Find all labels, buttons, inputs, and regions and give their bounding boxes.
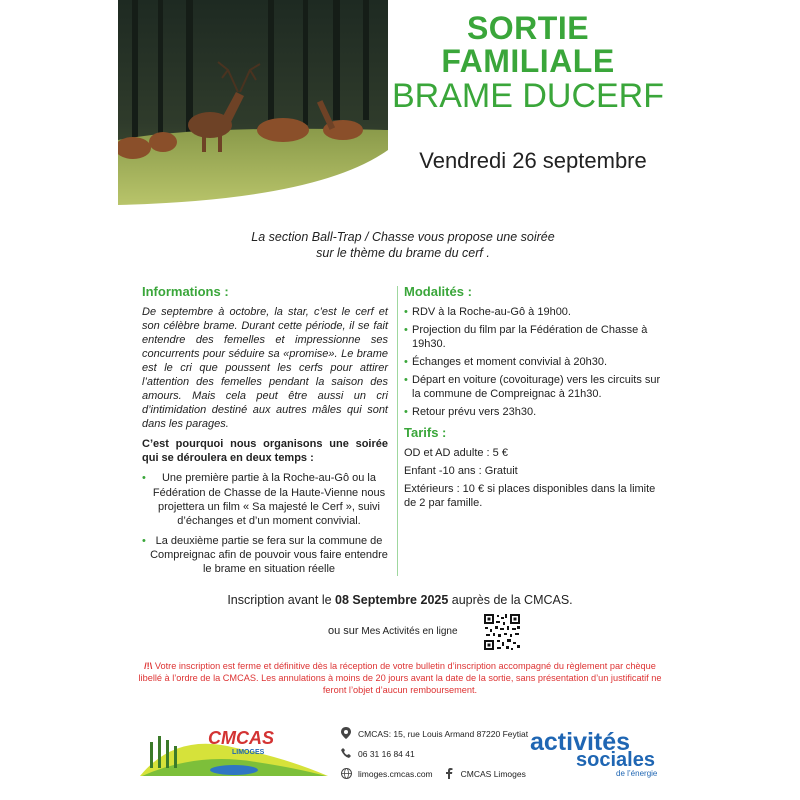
tarif-external: Extérieurs : 10 € si places disponibles dans la limite de 2 par famille.: [404, 482, 656, 510]
warning-text: Votre inscription est ferme et définitive dès la réception de votre bulletin d’inscription accompagné du règlement par chèque libellé à l’ordre de la CMCAS. Les annulations à moins de 20 jours avant la date de la sortie, sans présentation d’un justificatif ne feront l’objet d’aucun remboursement.: [138, 661, 662, 695]
warning-icon: /!\: [144, 661, 153, 671]
qr-code[interactable]: [482, 612, 522, 652]
as-logo-line-2: sociales: [576, 749, 655, 771]
phone-text: 06 31 16 84 41: [358, 749, 415, 759]
contact-block: [340, 724, 528, 784]
modalites-item-4: • Départ en voiture (covoiturage) vers les circuits sur la commune de Compreignac à 21h30.: [404, 373, 664, 401]
modalites-title: Modalités :: [404, 284, 472, 299]
modalites-item-5: • Retour prévu vers 23h30.: [404, 405, 664, 419]
informations-bullet-2: • La deuxième partie se fera sur la commune de Compreignac afin de pouvoir vous faire entendre le brame en situation réelle: [142, 534, 388, 576]
online-link[interactable]: Mes Activités en ligne: [361, 626, 458, 637]
address-text: CMCAS: 15, rue Louis Armand 87220 Feytiat: [358, 729, 529, 739]
title-line-3: BRAME DUCERF: [391, 77, 665, 115]
informations-bullet-1: • Une première partie à la Roche-au-Gô ou la Fédération de Chasse de la Haute-Vienne nous projettera un film « Sa majesté le Cerf », suivi d’échanges et d’un moment convivial.: [142, 471, 388, 527]
contact-address: [340, 724, 528, 744]
deer-photo: [118, 0, 388, 205]
modalites-item-3: • Échanges et moment convivial à 20h30.: [404, 355, 664, 369]
as-logo-line-1: activités: [530, 728, 631, 756]
globe-icon: [340, 768, 352, 781]
intro-line-2: sur le thème du brame du cerf .: [316, 246, 490, 261]
contact-phone: [340, 744, 528, 764]
informations-title: Informations :: [142, 284, 229, 299]
cmcas-logo-text: CMCAS: [208, 728, 274, 748]
intro-text: [178, 229, 628, 262]
tarif-adult: OD et AD adulte : 5 €: [404, 446, 508, 459]
inscription-deadline: 08 Septembre 2025: [335, 593, 449, 607]
title-line-1: SORTIE: [466, 10, 590, 46]
flyer-page: [118, 0, 682, 800]
online-prefix: ou sur: [328, 625, 359, 637]
cmcas-logo: [136, 722, 332, 778]
tarifs-title: Tarifs :: [404, 425, 447, 441]
website-link[interactable]: limoges.cmcas.com: [358, 769, 433, 779]
event-date: Vendredi 26 septembre: [419, 148, 647, 173]
tarif-child: Enfant -10 ans : Gratuit: [404, 464, 518, 477]
column-divider: [397, 286, 398, 576]
cancellation-warning: [138, 661, 662, 696]
modalites-item-1: • RDV à la Roche-au-Gô à 19h00.: [404, 305, 664, 319]
inscription-line: [118, 593, 682, 607]
facebook-link[interactable]: CMCAS Limoges: [460, 769, 526, 779]
title-line-2: FAMILIALE: [441, 43, 615, 79]
intro-line-1: La section Ball-Trap / Chasse vous propose une soirée: [251, 230, 555, 244]
informations-paragraph: De septembre à octobre, la star, c’est le cerf et son célèbre brame. Durant cette période, il se fait entendre des femelles et impressionne ses concurrents pour séduire sa «promise». Le brame est le cri que poussent les cerfs pour attirer l’attention des femelles pendant la saison des amours. Mais cela peut être aussi un cri d’intimidation destiné aux autres mâles qui sont dans les parages.: [142, 305, 388, 431]
facebook-icon: [443, 768, 455, 781]
online-registration: [328, 625, 458, 637]
contact-web: [340, 764, 528, 784]
as-logo-line-3: de l’énergie: [616, 769, 658, 778]
activites-sociales-logo: [528, 724, 678, 778]
cmcas-logo-subtext: LIMOGES: [232, 749, 265, 756]
inscription-suffix: auprès de la CMCAS.: [448, 593, 573, 607]
location-pin-icon: [340, 727, 352, 741]
modalites-item-2: • Projection du film par la Fédération de Chasse à 19h30.: [404, 323, 664, 351]
phone-icon: [340, 748, 352, 760]
event-title: [378, 12, 678, 113]
modalites-column: [404, 284, 664, 510]
informations-lead: C’est pourquoi nous organisons une soirée qui se déroulera en deux temps :: [142, 438, 388, 465]
inscription-prefix: Inscription avant le: [227, 593, 336, 607]
informations-column: [142, 284, 388, 576]
